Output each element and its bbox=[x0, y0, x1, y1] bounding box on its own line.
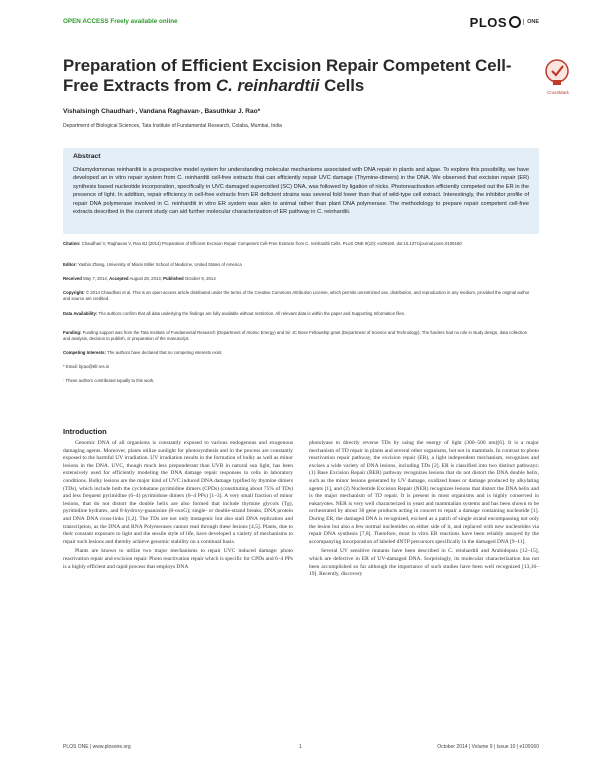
footer-issue: October 2014 | Volume 9 | Issue 10 | e109160 bbox=[437, 744, 539, 750]
journal-header bbox=[63, 14, 539, 38]
intro-paragraph: Plants are known to utilize two major mechanisms to repair UVC induced damage: photo reactivation repair and excision repair. Photo reactivation repair which is specific for CPDs and 6–4 PPs is a highly efficient and rapid process that employs DNA bbox=[63, 548, 293, 570]
crossmark-label[interactable]: CrossMark bbox=[547, 90, 569, 95]
editor-line: Editor: Yanbin Zhang, University of Miami Miller School of Medicine, United States of America bbox=[63, 262, 242, 267]
crossmark-icon[interactable] bbox=[544, 58, 570, 88]
competing-interests-line: Competing Interests: The authors have declared that no competing interests exist. bbox=[63, 350, 223, 355]
copyright-line: Copyright: © 2014 Chaudhari et al. This is an open-access article distributed under the terms of the Creative Commons Attribution License, which permits unrestricted use, distribution, and reproduction in any medium, provided the original author and source are credited. bbox=[63, 290, 530, 302]
intro-left-column bbox=[63, 440, 293, 573]
abstract-text: Chlamydomonas reinhardtii is a prospective model system for understanding molecular mechanisms associated with DNA repair in plants and algae. To explore this possibility, we have developed an in vitro repair system from C. reinhardtii cell-free extracts that can efficiently repair UVC damage (Thymine-dimers) in the DNA. We observed that excision repair (ER) synthesis based nucleotide incorporation, specifically in UVC damaged supercoiled (SC) DNA, was followed by ligation of nicks. Photoreactivation efficiently competed out the ER in the presence of light. In addition, repair efficiency in cell-free extracts from ER deficient strains was several fold lower than that of wild-type cell extract. Interestingly, the inhibitor profile of repair DNA polymerase involved in C. reinhardtii in vitro ER system was akin to animal rather than plant DNA polymerase. The methodology to prepare repair competent cell-free extracts described in the current study can aid further molecular characterization of ER pathway in C. reinhardtii. bbox=[73, 167, 529, 216]
intro-right-column bbox=[309, 440, 539, 581]
author-list: Vishalsingh Chaudhari·, Vandana Raghavan·, Basuthkar J. Rao* bbox=[63, 108, 261, 115]
affiliation: Department of Biological Sciences, Tata Institute of Fundamental Research, Colaba, Mumbai, India bbox=[63, 123, 282, 129]
journal-logo bbox=[470, 14, 539, 30]
intro-paragraph: Several UV sensitive mutants have been described in C. reinhardtii and Arabidopsis [12–15], which are defective in ER of UV-damaged DNA. Surprisingly, its molecular characterization has not been accomplished so far although the importance of such studies have been well recognized [13,16–19]. Recently, discovery bbox=[309, 548, 539, 578]
plos-one-sub: ONE bbox=[523, 19, 539, 25]
page-footer bbox=[63, 744, 539, 754]
citation-line: Citation: Chaudhari V, Raghavan V, Rao BJ (2014) Preparation of Efficient Excision Repair Competent Cell-Free Extracts from C. reinhardtii Cells. PLoS ONE 9(10): e109160. doi:10.1371/journal.pone.0109160 bbox=[63, 241, 462, 246]
introduction-heading: Introduction bbox=[63, 427, 107, 436]
plos-ring-icon bbox=[509, 16, 521, 28]
abstract-heading: Abstract bbox=[73, 153, 101, 160]
plos-wordmark: PLOS bbox=[469, 14, 508, 30]
footer-journal[interactable]: PLOS ONE | www.plosone.org bbox=[63, 744, 131, 750]
equal-contribution-line: · These authors contributed equally to this work. bbox=[63, 378, 155, 383]
data-availability-line: Data Availability: The authors confirm that all data underlying the findings are fully available without restriction. All relevant data is within the paper and Supporting Information files. bbox=[63, 311, 406, 316]
intro-paragraph: photolyase to directly reverse TDs by using the energy of light (300–500 nm)[6]. It is a major mechanism of TD repair in plants and several other organisms, but not in mammals. In contrast to photo reactivation repair pathway, the excision repair (ER), a light independent mechanism, recognizes and excises a wide variety of DNA lesions, including TDs [2]. ER is classified into two distinct pathways: (1) Base Excision Repair (BER) pathway recognizes lesions that do not distort the DNA double helix, such as the minor lesions generated by UV damage, oxidized bases or damage produced by alkylating agents [1], and (2) Nucleotide Excision Repair (NER) recognizes lesions that distort the DNA helix and is the major mechanism of TD repair. It is present in most organisms and is highly conserved in eukaryotes. NER is very well characterized in yeast and mammalian systems and has been shown to be orchestrated by about 30 gene products acting in concert to repair a damage containing nucleotide [1]. During ER, the damaged DNA is recognized, excised as a patch of single strand encompassing not only the lesion but also a few normal nucleotides on either side of it, and replaced with new nucleotides via repair DNA synthesis [7,8]. Therefore, most in vitro ER reactions have been reliably assayed by the accompanying incorporation of labeled dNTP precursors specifically in the damaged DNA [9–11]. bbox=[309, 440, 539, 545]
email-line[interactable]: * Email: bjrao@tifr.res.in bbox=[63, 364, 110, 369]
abstract-box bbox=[63, 148, 539, 234]
page-number: 1 bbox=[299, 744, 302, 750]
dates-line: Received May 7, 2014; Accepted August 28, 2014; Published October 9, 2014 bbox=[63, 276, 216, 281]
intro-paragraph: Genomic DNA of all organisms is constantly exposed to various endogenous and exogenous damaging agents. Moreover, plants utilize sunlight for photosynthesis and in the process are constantly exposed to the harmful UV irradiation. UV irradiation results in the formation of bulky as well as minor lesions in the DNA. UVC, though much less preponderant than UVB in natural sun light, has been extensively used for efficiently modeling the DNA damage repair responses in cells in laboratory conditions. Bulky lesions are the major kind of UVC induced DNA damage typified by thymine dimers (TDs), which include both the cyclobutane pyrimidine dimers (CPDs) (constituting about 75% of TDs) and less frequent pyrimidine (6–4) pyrimidone dimers (6–4 PPs) [1–3]. A very small fraction of minor lesions, that do not distort the double helix are also formed that include thymine glycols (Tg), pyrimidine hydrates, and 8-hydroxy-guanosine (8-oxoG); single- or double-strand breaks, DNA protein and DNA DNA cross-links [1,2]. The TDs are not only mutagenic but also stall DNA replication and transcription, as the DNA and RNA Polymerases cannot read through these lesions [4,5]. Plants, due to their constant exposure to light and the sessile style of life, have developed a variety of mechanisms to repair such lesions and thereby achieve genomic stability on a continual basis. bbox=[63, 440, 293, 545]
article-title: Preparation of Efficient Excision Repair Competent Cell-Free Extracts from C. reinhardtii Cells bbox=[63, 56, 512, 95]
funding-line: Funding: Funding support was from the Tata Institute of Fundamental Research (Department of Atomic Energy) and Sir JC Bose Fellowship grant (Department of Science and Technology). The funders had no role in study design, data collection and analysis, decision to publish, or preparation of the manuscript. bbox=[63, 330, 528, 342]
open-access-label: OPEN ACCESS Freely available online bbox=[63, 18, 178, 25]
